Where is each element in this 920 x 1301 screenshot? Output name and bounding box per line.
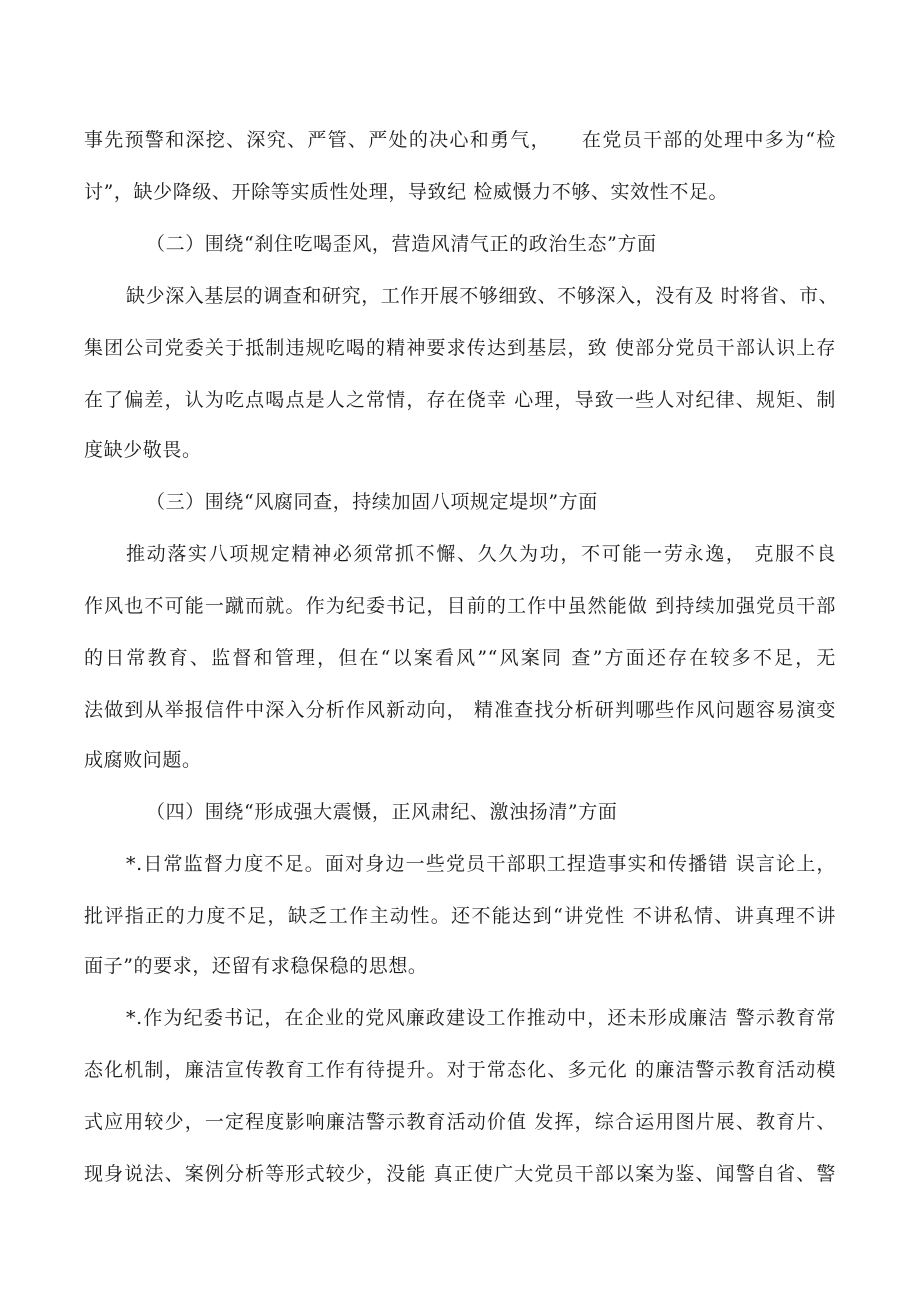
- paragraph-line: 批评指正的力度不足，缺乏工作主动性。还不能达到“讲党性 不讲私情、讲真理不讲: [84, 905, 836, 927]
- paragraph-line: 的日常教育、监督和管理，但在“以案看风”“风案同 查”方面还存在较多不足，无: [84, 647, 836, 669]
- paragraph-line: 面子”的要求，还留有求稳保稳的思想。: [84, 955, 428, 977]
- section-heading-2: （二）围绕“刹住吃喝歪风，营造风清气正的政治生态”方面: [146, 233, 657, 255]
- section-heading-3: （三）围绕“风腐同查，持续加固八项规定堤坝”方面: [146, 491, 598, 513]
- paragraph-line: 推动落实八项规定精神必须常抓不懈、久久为功，不可能一劳永逸， 克服不良: [126, 543, 836, 565]
- paragraph-line: 法做到从举报信件中深入分析作风新动向， 精准查找分析研判哪些作风问题容易演变: [84, 699, 836, 721]
- paragraph-line: 在了偏差，认为吃点喝点是人之常情，存在侥幸 心理，导致一些人对纪律、规矩、制: [84, 389, 836, 411]
- paragraph-line: *.日常监督力度不足。面对身边一些党员干部职工捏造事实和传播错 误言论上，: [126, 853, 836, 875]
- paragraph-line: 态化机制，廉洁宣传教育工作有待提升。对于常态化、多元化 的廉洁警示教育活动模: [84, 1059, 836, 1081]
- paragraph-line: 缺少深入基层的调查和研究，工作开展不够细致、不够深入，没有及 时将省、市、: [126, 285, 839, 307]
- paragraph-line: *.作为纪委书记，在企业的党风廉政建设工作推动中，还未形成廉洁 警示教育常: [126, 1007, 836, 1029]
- section-heading-4: （四）围绕“形成强大震慑，正风肃纪、激浊扬清”方面: [146, 801, 618, 823]
- paragraph-line: 度缺少敬畏。: [84, 439, 202, 461]
- paragraph-line: 作风也不可能一蹴而就。作为纪委书记，目前的工作中虽然能做 到持续加强党员干部: [84, 595, 836, 617]
- paragraph-line: 集团公司党委关于抵制违规吃喝的精神要求传达到基层，致 使部分党员干部认识上存: [84, 337, 836, 359]
- paragraph-line: 成腐败问题。: [84, 749, 202, 771]
- paragraph-line: 讨”，缺少降级、开除等实质性处理，导致纪 检威慑力不够、实效性不足。: [84, 181, 729, 203]
- paragraph-line: 式应用较少，一定程度影响廉洁警示教育活动价值 发挥，综合运用图片展、教育片、: [84, 1111, 836, 1133]
- paragraph-line: 现身说法、案例分析等形式较少，没能 真正使广大党员干部以案为鉴、闻警自省、警: [84, 1163, 836, 1185]
- paragraph-line: 事先预警和深挖、深究、严管、严处的决心和勇气， 在党员干部的处理中多为“检: [84, 129, 836, 151]
